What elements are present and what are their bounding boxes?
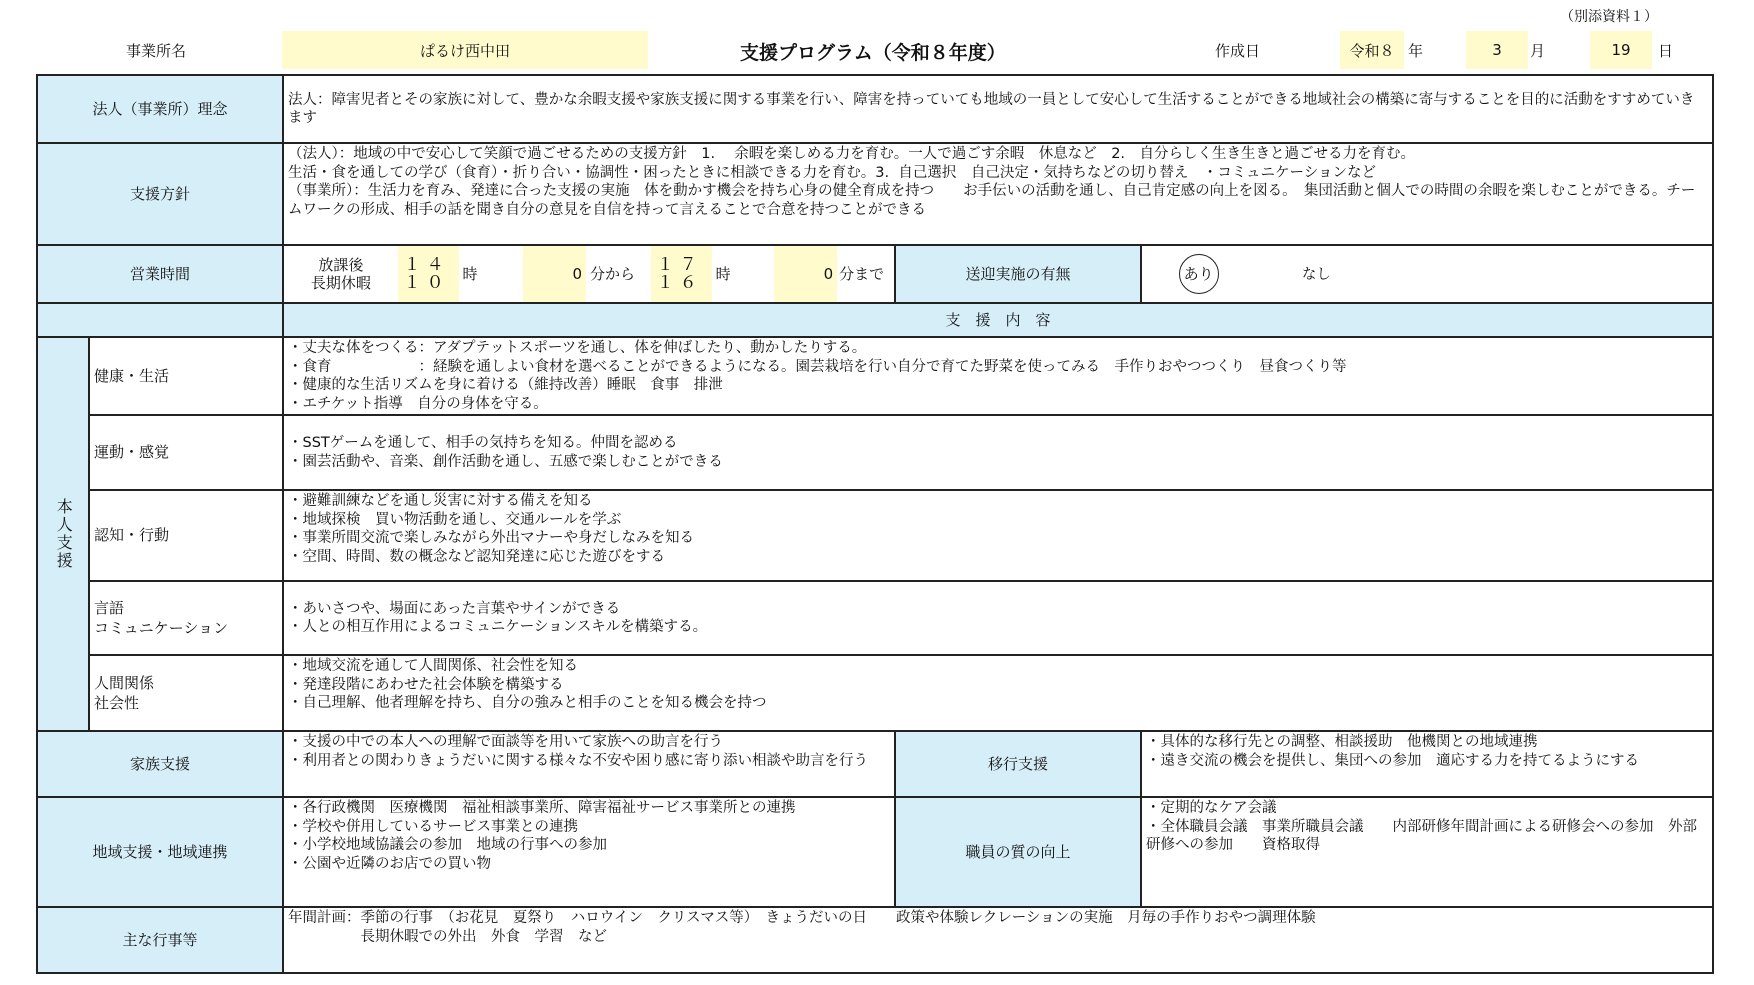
office-name-field[interactable]: ぱるけ西中田 (282, 31, 648, 69)
language-communication-text (283, 581, 1713, 655)
list-item: ・SSTゲームを通して、相手の気持ちを知る。仲間を認める (288, 435, 678, 451)
hour-unit-end: 時 (715, 264, 731, 283)
support-program-table (36, 74, 1714, 974)
policy-text (283, 143, 1713, 245)
staff-quality-text (1141, 797, 1713, 907)
list-item: ・小学校地域協議会の参加 地域の行事への参加 (288, 837, 608, 853)
list-item: ・各行政機関 医療機関 福祉相談事業所、障害福祉サービス事業所との連携 (288, 800, 796, 816)
start-hour-long-vacation[interactable]: １０ (403, 273, 450, 293)
transport-cell (1141, 245, 1713, 303)
transition-support-text (1141, 731, 1713, 797)
end-hour-after-school[interactable]: １７ (656, 254, 703, 275)
community-support-text (283, 797, 895, 907)
attachment-note: （別添資料１） (1560, 9, 1658, 25)
era-field[interactable]: 令和８ (1340, 31, 1404, 69)
personal-support-label: 本人支援 (37, 337, 89, 731)
transition-support-label: 移行支援 (895, 731, 1141, 797)
cognition-behavior-label: 認知・行動 (89, 490, 283, 581)
transport-label: 送迎実施の有無 (895, 245, 1141, 303)
list-item: ・園芸活動や、音楽、創作活動を通し、五感で楽しむことができる (288, 453, 723, 470)
family-support-text (283, 731, 895, 797)
list-item: ・遠き交流の機会を提供し、集団への参加 適応する力を持てるようにする (1146, 752, 1640, 769)
month-field[interactable]: 3 (1466, 31, 1528, 69)
content-header: 支 援 内 容 (283, 303, 1713, 337)
personal-row-language (37, 581, 1713, 655)
until-label: 分まで (839, 264, 885, 283)
list-item: ・健康的な生活リズムを身に着ける（維持改善）睡眠 食事 排泄 (288, 377, 723, 393)
policy-line: （法人）：地域の中で安心して笑顔で過ごせるための支援方針 1. 余暇を楽しめる力を育む。一人で過ごす余暇 休息など 2. 自分らしく生き生きと過ごせる力を育む。 (288, 146, 1416, 162)
created-label: 作成日 (1215, 42, 1261, 60)
list-item: ・学校や併用しているサービス事業との連携 (288, 818, 579, 835)
personal-row-health (37, 337, 1713, 415)
list-item: ・人との相互作用によるコミュニケーションスキルを構築する。 (288, 619, 708, 635)
transport-no-option[interactable]: なし (1301, 266, 1331, 283)
list-item: ・あいさつや、場面にあった言葉やサインができる (288, 600, 621, 617)
list-item: ・自己理解、他者理解を持ち、自分の強みと相手のことを知る機会を持つ (288, 695, 767, 711)
list-item: ・事業所間交流で楽しみながら外出マナーや身だしなみを知る (288, 530, 695, 546)
office-label: 事業所名 (126, 42, 187, 60)
start-hour-after-school[interactable]: １４ (403, 254, 450, 275)
policy-line: （事業所）：生活力を育み、発達に合った支援の実施 体を動かす機会を持ち心身の健全育成を持つ お手伝いの活動を通し、自己肯定感の向上を図る。 集団活動と個人での時間の余暇を楽しむことができる。チームワークの形成、相手の話を聞き自分の意見を自信を持って言えることで合意を持つことができる (288, 183, 1696, 218)
list-item: ・定期的なケア会議 (1146, 800, 1277, 816)
family-support-label: 家族支援 (37, 731, 283, 797)
page-title: 支援プログラム（令和８年度） (740, 42, 1006, 64)
health-life-text (283, 337, 1713, 415)
staff-quality-label: 職員の質の向上 (895, 797, 1141, 907)
events-text (283, 907, 1713, 973)
events-row (37, 907, 1713, 973)
motor-sensory-text (283, 415, 1713, 490)
content-header-spacer (37, 303, 283, 337)
community-staff-row (37, 797, 1713, 907)
period-long-vacation: 長期休暇 (310, 274, 371, 292)
relationships-social-text (283, 655, 1713, 731)
hours-row (37, 245, 1713, 303)
year-unit: 年 (1408, 42, 1424, 60)
philosophy-label: 法人（事業所）理念 (37, 75, 283, 143)
list-item: ・丈夫な体をつくる：アダプテットスポーツを通し、体を伸ばしたり、動かしたりする。 (288, 340, 867, 356)
cognition-behavior-text (283, 490, 1713, 581)
events-label: 主な行事等 (37, 907, 283, 973)
list-item: ・空間、時間、数の概念など認知発達に応じた遊びをする (288, 548, 666, 565)
list-item: ・発達段階にあわせた社会体験を構築する (288, 676, 564, 693)
from-label: 分から (590, 264, 636, 283)
health-life-label: 健康・生活 (89, 337, 283, 415)
policy-row (37, 143, 1713, 245)
family-transition-row (37, 731, 1713, 797)
end-minute-field[interactable]: 0 (774, 246, 837, 302)
philosophy-text: 法人：障害児者とその家族に対して、豊かな余暇支援や家族支援に関する事業を行い、障害を持っていても地域の一員として安心して生活することができる地域社会の構築に寄与することを目的に活動をすすめていきます (283, 75, 1713, 143)
day-field[interactable]: 19 (1590, 31, 1652, 69)
transport-yes-option[interactable]: あり (1179, 254, 1219, 294)
end-hour-long-vacation[interactable]: １６ (656, 273, 703, 293)
community-support-label: 地域支援・地域連携 (37, 797, 283, 907)
personal-row-motor (37, 415, 1713, 490)
list-item: ・公園や近隣のお店での買い物 (288, 855, 492, 872)
policy-label: 支援方針 (37, 143, 283, 245)
list-item: ・具体的な移行先との調整、相談援助 他機関との地域連携 (1146, 734, 1538, 750)
motor-sensory-label: 運動・感覚 (89, 415, 283, 490)
list-item: ・利用者との関わりきょうだいに関する様々な不安や困り感に寄り添い相談や助言を行う (288, 752, 869, 769)
period-after-school: 放課後 (318, 256, 364, 274)
list-item: ・食育 ：経験を通しよい食材を選べることができるようになる。園芸栽培を行い自分で育てた野菜を使ってみる 手作りおやつつくり 昼食つくり等 (288, 358, 1347, 375)
language-communication-label: 言語 コミュニケーション (89, 581, 283, 655)
day-unit: 日 (1658, 42, 1674, 60)
personal-row-social (37, 655, 1713, 731)
content-header-row (37, 303, 1713, 337)
start-minute-field[interactable]: 0 (523, 246, 586, 302)
hours-cell (283, 245, 895, 303)
list-item: ・地域交流を通して人間関係、社会性を知る (288, 658, 579, 674)
personal-row-cognition (37, 490, 1713, 581)
list-item: 長期休暇での外出 外食 学習 など (288, 928, 608, 945)
list-item: ・全体職員会議 事業所職員会議 内部研修年間計画による研修会への参加 外部研修への参加 資格取得 (1146, 818, 1698, 853)
hour-unit: 時 (462, 264, 478, 283)
list-item: ・エチケット指導 自分の身体を守る。 (288, 395, 548, 412)
list-item: ・避難訓練などを通し災害に対する備えを知る (288, 493, 593, 509)
policy-line: 生活・食を通しての学び（食育）・折り合い・協調性・困ったときに相談できる力を育む。3. 自己選択 自己決定・気持ちなどの切り替え ・コミュニケーションなど (288, 164, 1376, 181)
month-unit: 月 (1530, 42, 1546, 60)
philosophy-row (37, 75, 1713, 143)
relationships-social-label: 人間関係 社会性 (89, 655, 283, 731)
list-item: ・支援の中での本人への理解で面談等を用いて家族への助言を行う (288, 734, 724, 750)
hours-label: 営業時間 (37, 245, 283, 303)
list-item: 年間計画：季節の行事 （お花見 夏祭り ハロウイン クリスマス等） きょうだいの日 政策や体験レクレーションの実施 月毎の手作りおやつ調理体験 (288, 910, 1316, 926)
list-item: ・地域探検 買い物活動を通し、交通ルールを学ぶ (288, 511, 622, 528)
